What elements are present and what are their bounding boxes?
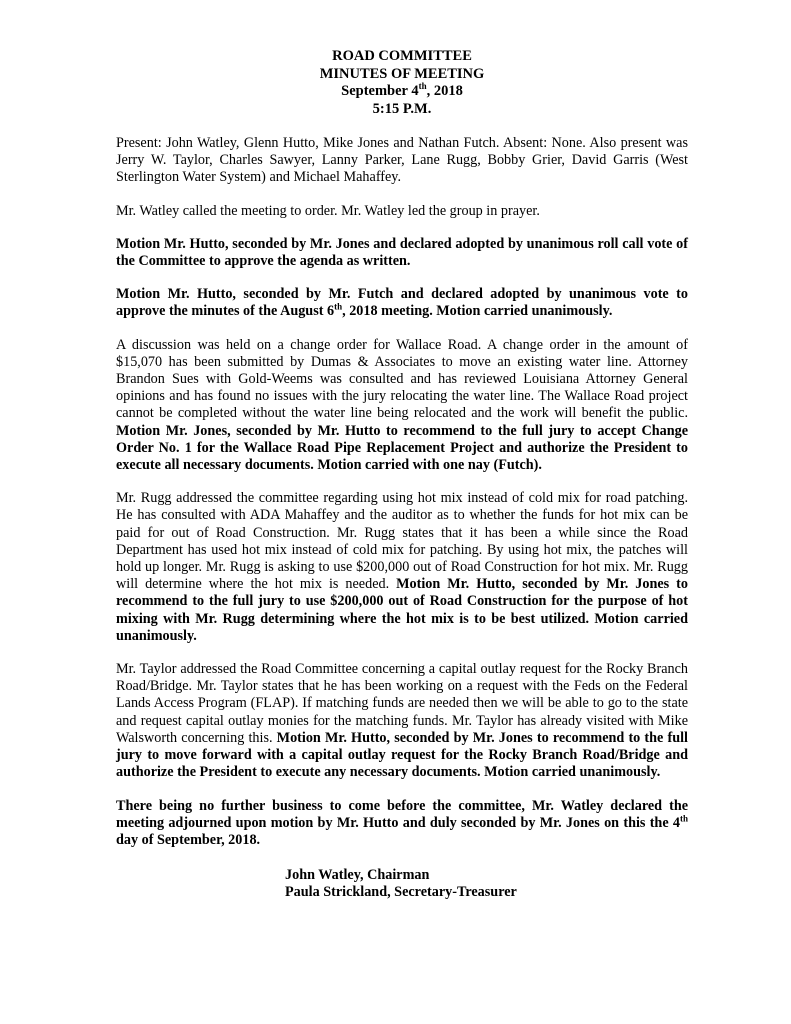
meeting-date: September 4th, 2018 <box>341 81 463 99</box>
minutes-title: MINUTES OF MEETING <box>319 65 485 82</box>
chairman-signature: John Watley, Chairman <box>285 867 430 884</box>
adjournment-paragraph: There being no further business to come before the committee, Mr. Watley declared the meeting adjourned upon motion by Mr. Hutto and duly seconded by Mr. Jones on this the 4th day of September, 2018. <box>116 797 688 848</box>
signature-block <box>285 867 688 901</box>
hot-mix-motion: Motion Mr. Hutto, seconded by Mr. Jones to recommend to the full jury to use $200,000 out of Road Construction for the purpose of hot mixing with Mr. Rugg determining where the hot mix is to be best utilized. Motion carried unanimously. <box>116 576 689 644</box>
rocky-branch-motion: Motion Mr. Hutto, seconded by Mr. Jones to recommend to the full jury to move forward with a capital outlay request for the Rocky Branch Road/Bridge and authorize the President to execute any necessary documents. Motion carried unanimously. <box>116 729 689 781</box>
wallace-road-paragraph: A discussion was held on a change order for Wallace Road. A change order in the amount of $15,070 has been submitted by Dumas & Associates to move an existing water line. Attorney Brandon Sues with Gold-Weems was consulted and has reviewed Louisiana Attorney General opinions and has found no issues with the jury relocating the water line. The Wallace Road project cannot be completed without the water line being relocated and the work will benefit the public. Motion Mr. Jones, seconded by Mr. Hutto to recommend to the full jury to accept Change Order No. 1 for the Wallace Road Pipe Replacement Project and authorize the President to execute all necessary documents. Motion carried with one nay (Futch). <box>116 336 688 474</box>
motion-agenda: Motion Mr. Hutto, seconded by Mr. Jones and declared adopted by unanimous roll call vote of the Committee to approve the agenda as written. <box>116 235 688 270</box>
committee-title: ROAD COMMITTEE <box>332 48 472 64</box>
rocky-branch-paragraph: Mr. Taylor addressed the Road Committee concerning a capital outlay request for the Rocky Branch Road/Bridge. Mr. Taylor states that he has been working on a request with the Feds on the Federal Lands Access Program (FLAP). If matching funds are needed then we will be able to go to the state and request capital outlay monies for the matching funds. Mr. Taylor has already visited with Mike Walsworth concerning this. Motion Mr. Hutto, seconded by Mr. Jones to recommend to the full jury to move forward with a capital outlay request for the Rocky Branch Road/Bridge and authorize the President to execute any necessary documents. Motion carried unanimously. <box>116 661 689 781</box>
document-page <box>116 48 688 902</box>
hot-mix-paragraph: Mr. Rugg addressed the committee regarding using hot mix instead of cold mix for road patching. He has consulted with ADA Mahaffey and the auditor as to whether the funds for hot mix can be paid for out of Road Construction. Mr. Rugg states that it has been a while since the Road Department has used hot mix instead of cold mix for patching. By using hot mix, the patches will hold up longer. Mr. Rugg is asking to use $200,000 out of Road Construction for hot mix. Mr. Rugg will determine where the hot mix is needed. Motion Mr. Hutto, seconded by Mr. Jones to recommend to the full jury to use $200,000 out of Road Construction for the purpose of hot mixing with Mr. Rugg determining where the hot mix is to be best utilized. Motion carried unanimously. <box>116 490 689 644</box>
wallace-road-motion: Motion Mr. Jones, seconded by Mr. Hutto to recommend to the full jury to accept Change Order No. 1 for the Wallace Road Pipe Replacement Project and authorize the President to execute all necessary documents. Motion carried with one nay (Futch). <box>116 422 688 474</box>
opening-paragraph: Mr. Watley called the meeting to order. Mr. Watley led the group in prayer. <box>116 202 540 219</box>
secretary-signature: Paula Strickland, Secretary-Treasurer <box>285 884 517 901</box>
meeting-time: 5:15 P.M. <box>372 100 432 117</box>
document-heading <box>116 48 688 118</box>
motion-minutes: Motion Mr. Hutto, seconded by Mr. Futch and declared adopted by unanimous vote to approve the minutes of the August 6th, 2018 meeting. Motion carried unanimously. <box>116 286 688 320</box>
attendance-paragraph: Present: John Watley, Glenn Hutto, Mike Jones and Nathan Futch. Absent: None. Also present was Jerry W. Taylor, Charles Sawyer, Lanny Parker, Lane Rugg, Bobby Grier, David Garris (West Sterlington Water System) and Michael Mahaffey. <box>116 135 688 186</box>
